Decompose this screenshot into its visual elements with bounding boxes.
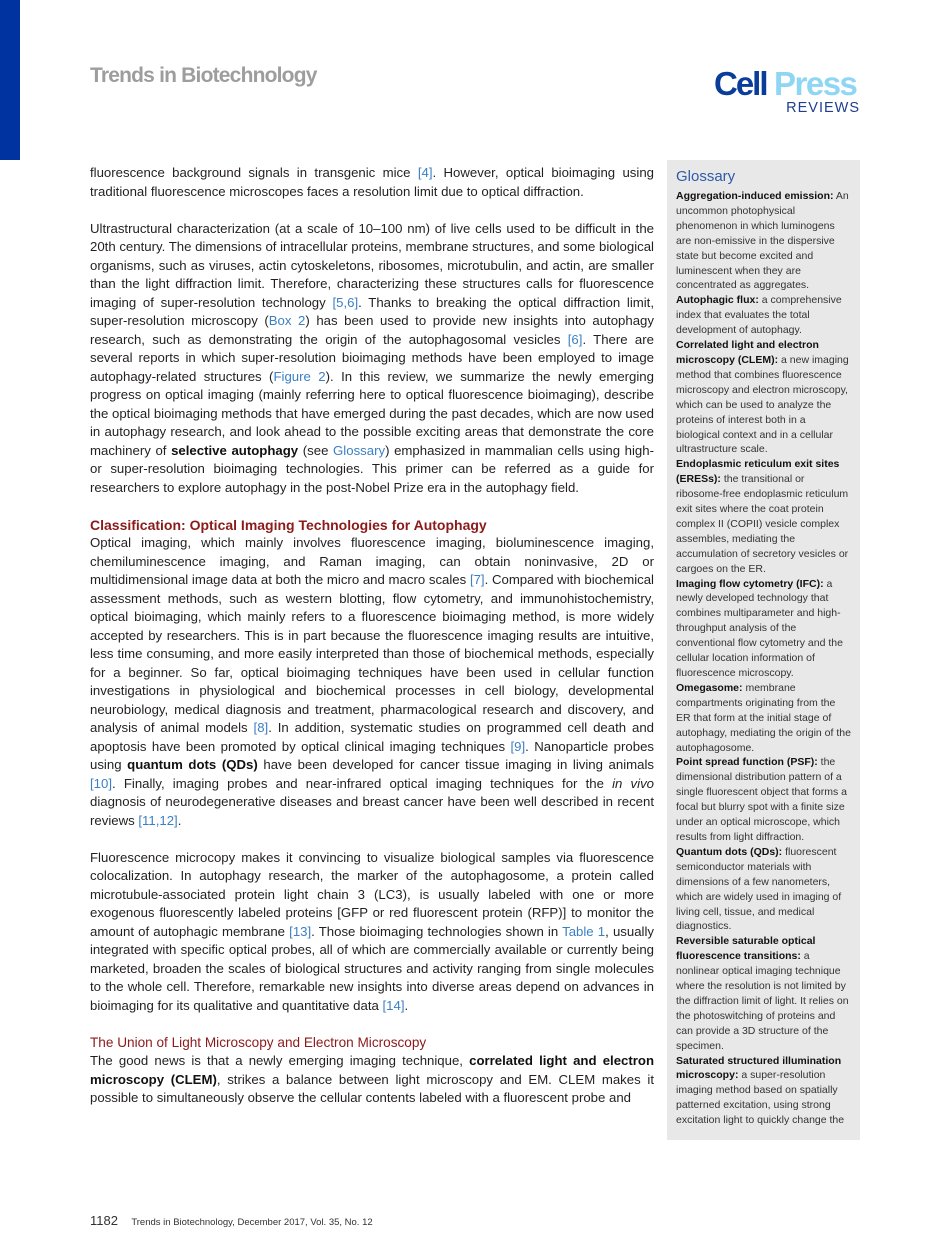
glossary-term: Autophagic flux: [676, 294, 759, 307]
glossary-term: Aggregation-induced emission: [676, 190, 834, 202]
text-run: (see [298, 442, 334, 458]
text-run: ) emphasized in mammalian cells using high- or super-resolution bioimaging technologies. This primer can be referred as a guide for researchers to explore autophagy in the post-Nobel Prize era in the autophagy field. [90, 442, 654, 495]
paragraph-3 [90, 534, 654, 830]
glossary-entry [676, 189, 852, 293]
page-number: 1182 [90, 1213, 118, 1228]
text-run: fluorescence background signals in transgenic mice [90, 165, 418, 180]
glossary-term: Point spread function (PSF): [676, 756, 818, 769]
text-run: , usually integrated with specific optical probes, all of which are commercially available or currently being marketed, broaden the scales of biological structures and activity ranging from single molecules to the whole cell. Therefore, remarkable new insights into diverse areas depend on advances in bioimaging for its qualitative and quantitative data [90, 923, 654, 1013]
glossary-term: Correlated light and electron microscopy (CLEM): [676, 339, 819, 366]
text-run: Optical imaging, which mainly involves fluorescence imaging, bioluminescence imaging, chemiluminescence imaging, and Raman imaging, can obtain noninvasive, 2D or multidimensional image data at both the micro and macro scales [90, 535, 654, 587]
glossary-term: Omegasome: [676, 681, 743, 694]
text-run: . In addition, systematic studies on programmed cell death and apoptosis have been promoted by optical clinical imaging techniques [90, 720, 654, 754]
reference-link[interactable]: [14] [382, 997, 405, 1013]
text-run: . Compared with biochemical assessment methods, such as western blotting, flow cytometry, and immunohistochemistry, optical bioimaging, which mainly refers to a fluorescence bioimaging method, is more widely accepted by researchers. This is in part because the fluorescence imaging results are intuitive, less time consuming, and more easily interpreted than those of biochemical methods, especially for a beginner. So far, optical bioimaging techniques have been used in cellular function investigations in physiological and biochemical processes in cell biology, developmental neurobiology, medical diagnosis and treatment, pharmacological research and discovery, and analysis of animal models [90, 572, 654, 735]
text-run: . [177, 812, 182, 828]
glossary-term-bold: correlated light and electron microscopy (CLEM) [90, 1053, 654, 1087]
text-run: ). In this review, we summarize the newly emerging progress on optical imaging (mainly referring here to optical fluorescence bioimaging), describe the optical bioimaging methods that have emerged during the past decades, which are now used in autophagy research, and look ahead to the possible exciting areas that demonstrate the core machinery of [90, 368, 654, 458]
glossary-term-bold: quantum dots (QDs) [127, 757, 258, 772]
glossary-term: Endoplasmic reticulum exit sites (ERESs): [676, 458, 840, 486]
glossary-definition: the dimensional distribution pattern of a single fluorescent object that forms a focal but blurry spot with a finite size under an optical microscope, which results from light diffraction. [676, 756, 848, 843]
glossary-entry [676, 1054, 852, 1129]
text-run: . There are several reports in which super-resolution bioimaging methods have been employed to image autophagy-related structures ( [90, 331, 654, 384]
paragraph-4 [90, 849, 654, 1016]
text-run: . Finally, imaging probes and near-infrared optical imaging techniques for the [112, 775, 613, 791]
reference-link[interactable]: [9] [510, 738, 526, 754]
paragraph-2 [90, 220, 654, 498]
glossary-entry [676, 338, 852, 457]
text-run: , strikes a balance between light microscopy and EM. CLEM makes it possible to simultaneously observe the cellular contents labeled with a fluorescent probe and [90, 1071, 654, 1105]
reference-link[interactable]: [8] [253, 720, 269, 735]
paragraph-1 [90, 164, 654, 201]
glossary-entry [676, 755, 852, 844]
journal-citation: Trends in Biotechnology, December 2017, Vol. 35, No. 12 [131, 1217, 373, 1228]
glossary-entry [676, 293, 852, 338]
reference-link[interactable]: [11,12] [138, 812, 178, 828]
glossary-term-bold: selective autophagy [171, 442, 299, 458]
reference-link[interactable]: [6] [567, 331, 583, 347]
reference-link[interactable]: [13] [289, 923, 312, 939]
logo-cell-text: Cell [714, 65, 767, 102]
text-run: . Those bioimaging technologies shown in [311, 923, 563, 939]
glossary-definition: fluorescent semiconductor materials with dimensions of a few nanometers, which are widely used in imaging of living cell, tissue, and medical diagnostics. [676, 845, 842, 933]
journal-title: Trends in Biotechnology [90, 64, 317, 87]
text-run: ) has been used to provide new insights into autophagy research, such as demonstrating the origin of the autophagosomal vesicles [90, 313, 654, 347]
text-run: Fluorescence microcopy makes it convincing to visualize biological samples via fluorescence colocalization. In autophagy research, the marker of the autophagosome, a protein called microtubule-associated protein light chain 3 (LC3), is usually labeled with one or more exogenous fluorescently labeled proteins [GFP or red fluorescent protein (RFP)] to monitor the amount of autophagic membrane [90, 849, 654, 939]
glossary-box [667, 160, 860, 1140]
glossary-definition: a super-resolution imaging method based on spatially patterned excitation, using strong excitation light to quickly change the [676, 1069, 845, 1127]
text-run: . However, optical bioimaging using traditional fluorescence microscopes faces a resolution limit due to optical diffraction. [90, 165, 655, 199]
glossary-link[interactable]: Glossary [333, 442, 386, 458]
text-run: have been developed for cancer tissue imaging in living animals [257, 757, 654, 772]
glossary-term: Imaging flow cytometry (IFC): [676, 577, 824, 590]
text-run: The good news is that a newly emerging imaging technique, [90, 1053, 470, 1068]
page-footer [90, 1213, 373, 1228]
glossary-entry [676, 681, 852, 756]
glossary-term: Quantum dots (QDs): [676, 845, 783, 858]
glossary-definition: a comprehensive index that evaluates the total development of autophagy. [676, 294, 842, 337]
glossary-entry [676, 457, 852, 576]
glossary-term: Saturated structured illumination microscopy: [676, 1054, 842, 1082]
text-run: . Thanks to breaking the optical diffraction limit, super-resolution microscopy ( [90, 294, 654, 328]
glossary-entry [676, 845, 852, 934]
box-link[interactable]: Box 2 [268, 313, 306, 328]
reference-link[interactable]: [5,6] [332, 294, 359, 310]
logo-reviews-text: REVIEWS [786, 100, 860, 116]
reference-link[interactable]: [4] [417, 165, 433, 180]
glossary-definition: membrane compartments originating from the ER that form at the initial stage of autophagy, mediating the origin of the autophagosome. [676, 681, 851, 754]
logo-press-text: Press [774, 65, 857, 102]
italic-text: in vivo [612, 775, 654, 791]
glossary-definition: a new imaging method that combines fluorescence microscopy and electron microscopy, which can be used to analyze the proteins of interest both in a biological context and in a cellular ultrastructure scale. [676, 353, 849, 456]
glossary-definition: a nonlinear optical imaging technique where the resolution is not limited by the diffraction limit of light. It relies on the photoswitching of proteins and can provide a 3D structure of the specimen. [676, 950, 849, 1052]
glossary-entry [676, 934, 852, 1053]
section-heading: Classification: Optical Imaging Technologies for Autophagy [90, 516, 487, 533]
text-run: . [404, 997, 409, 1013]
subsection-heading: The Union of Light Microscopy and Electron Microscopy [90, 1034, 427, 1050]
glossary-definition: An uncommon photophysical phenomenon in which luminogens are non-emissive in the dispersive state but become excited and luminescent when they are concentrated as aggregates. [676, 190, 849, 292]
text-run: . Nanoparticle probes using [90, 738, 655, 772]
text-run: Ultrastructural characterization (at a scale of 10–100 nm) of live cells used to be difficult in the 20th century. The dimensions of intracellular proteins, membrane structures, and some biological organisms, such as viruses, actin cytoskeletons, ribosomes, microtubulin, and actin, are smaller than the light diffraction limit. Therefore, characterizing these structures calls for fluorescence imaging of super-resolution technology [90, 220, 654, 310]
glossary-definition: the transitional or ribosome-free endoplasmic reticulum exit sites where the coat protein complex II (COPII) vesicle complex assembles, mediating the accumulation of secretory vesicles or cargoes on the ER. [676, 473, 849, 575]
table-link[interactable]: Table 1 [562, 923, 606, 939]
glossary-term: Reversible saturable optical fluorescence transitions: [676, 935, 816, 963]
paragraph-5 [90, 1052, 654, 1108]
main-text-column [90, 164, 654, 1108]
journal-color-bar [0, 0, 20, 160]
reference-link[interactable]: [10] [90, 775, 112, 791]
cellpress-logo [714, 67, 860, 121]
text-run: diagnosis of neurodegenerative diseases and breast cancer have been well described in recent reviews [90, 794, 654, 828]
figure-link[interactable]: Figure 2 [273, 368, 326, 384]
glossary-title: Glossary [676, 168, 736, 185]
reference-link[interactable]: [7] [469, 572, 485, 587]
glossary-definition: a newly developed technology that combines multiparameter and high-throughput analysis of the conventional flow cytometry and the cellular location information of fluorescence microscopy. [676, 577, 843, 679]
glossary-entry [676, 577, 852, 681]
